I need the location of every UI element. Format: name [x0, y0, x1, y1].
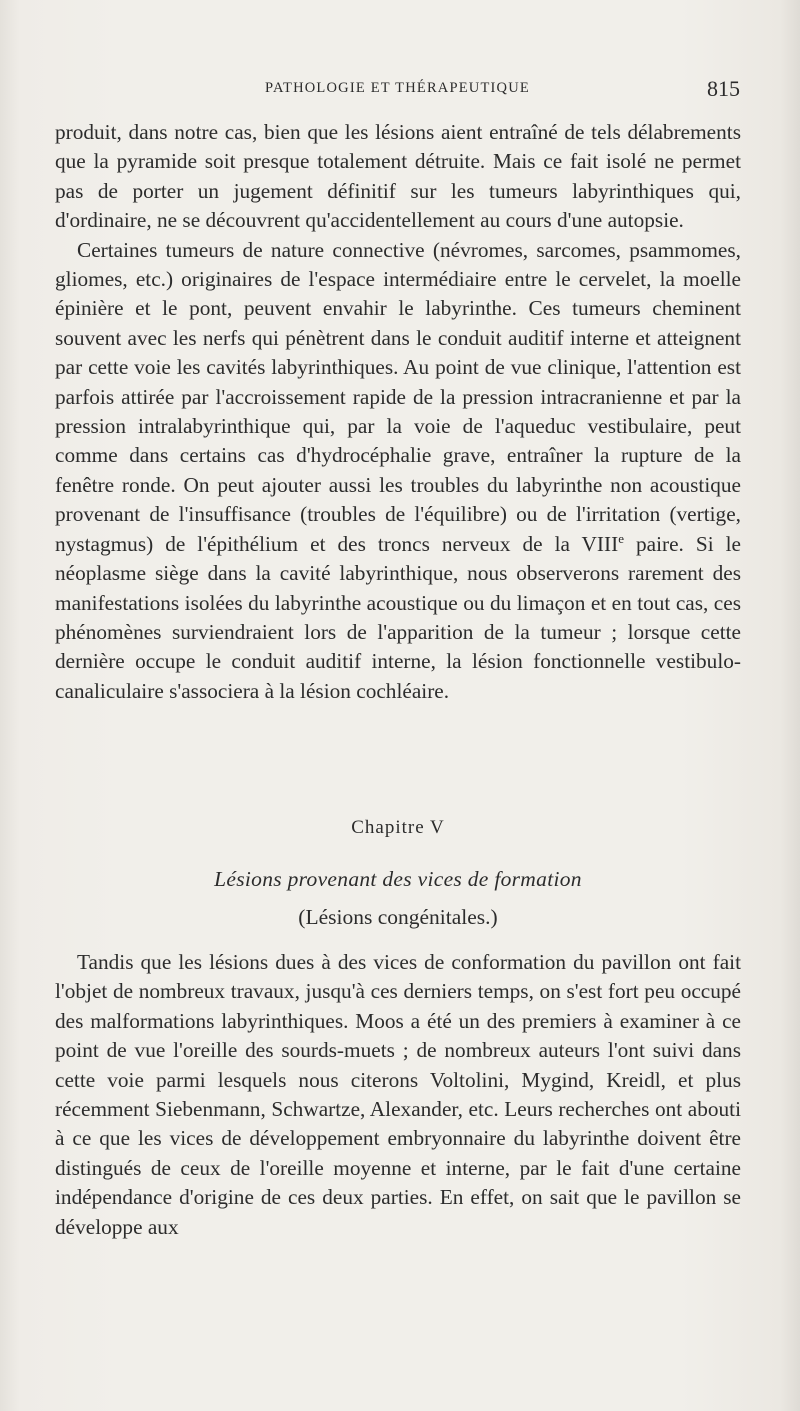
page-number: 815: [707, 76, 740, 101]
running-head: PATHOLOGIE ET THÉRAPEUTIQUE: [265, 80, 530, 96]
superscript-e: e: [618, 530, 624, 546]
chapter-label: Chapitre V: [351, 817, 445, 838]
section-2-text: [55, 948, 741, 1242]
paragraph-continued: produit, dans notre cas, bien que les lésions aient entraîné de tels délabrements que la pyramide soit presque totalement détruite. Mais ce fait isolé ne permet pas de porter un jugement définitif sur les tumeurs labyrinthiques qui, d'ordinaire, ne se découvrent qu'accidentellement au cours d'une autopsie.: [55, 120, 741, 233]
section-1-text: [55, 118, 741, 706]
chapter-heading: [55, 812, 741, 932]
paragraph-tumors-part-2: paire. Si le néoplasme siège dans la cavité labyrinthique, nous observerons rarement des manifestations isolées du labyrinthe acoustique ou du limaçon et en tout cas, ces phénomènes surviendraient lors de l'apparition de la tumeur ; lorsque cette dernière occupe le conduit auditif interne, la lésion fonctionnelle vestibulo-canaliculaire s'associera à la lésion cochléaire.: [55, 531, 741, 703]
paragraph-tumors-part-1: Certaines tumeurs de nature connective (névromes, sarcomes, psammomes, gliomes, etc.) originaires de l'espace intermédiaire entre le cervelet, la moelle épinière et le pont, peuvent envahir le labyrinthe. Ces tumeurs cheminent souvent avec les nerfs qui pénètrent dans le conduit auditif interne et atteignent par cette voie les cavités labyrinthiques. Au point de vue clinique, l'attention est parfois attirée par l'accroissement rapide de la pression intracranienne et par la pression intralabyrinthique qui, par la voie de l'aqueduc vestibulaire, peut comme dans certains cas d'hydrocéphalie grave, entraîner la rupture de la fenêtre ronde. On peut ajouter aussi les troubles du labyrinthe non acoustique provenant de l'insuffisance (troubles de l'équilibre) ou de l'irritation (vertige, nystagmus) de l'épithélium et des troncs nerveux de la VIII: [55, 237, 741, 556]
paragraph-malformations: Tandis que les lésions dues à des vices de conformation du pavillon ont fait l'objet de nombreux travaux, jusqu'à ces derniers temps, on s'est fort peu occupé des malformations labyrinthiques. Moos a été un des premiers à examiner à ce point de vue l'oreille des sourds-muets ; de nombreux auteurs l'ont suivi dans cette voie parmi lesquels nous citerons Voltolini, Mygind, Kreidl, et plus récemment Siebenmann, Schwartze, Alexander, etc. Leurs recherches ont abouti à ce que les vices de développement embryonnaire du labyrinthe doivent être distingués de ceux de l'oreille moyenne et interne, par le fait d'une certaine indépendance d'origine de ces deux parties. En effet, on sait que le pavillon se développe aux: [55, 950, 741, 1239]
chapter-title: Lésions provenant des vices de formation: [214, 867, 582, 891]
paragraph-tumors: [55, 236, 741, 707]
chapter-subtitle: (Lésions congénitales.): [298, 905, 498, 929]
page-header: [55, 78, 740, 102]
